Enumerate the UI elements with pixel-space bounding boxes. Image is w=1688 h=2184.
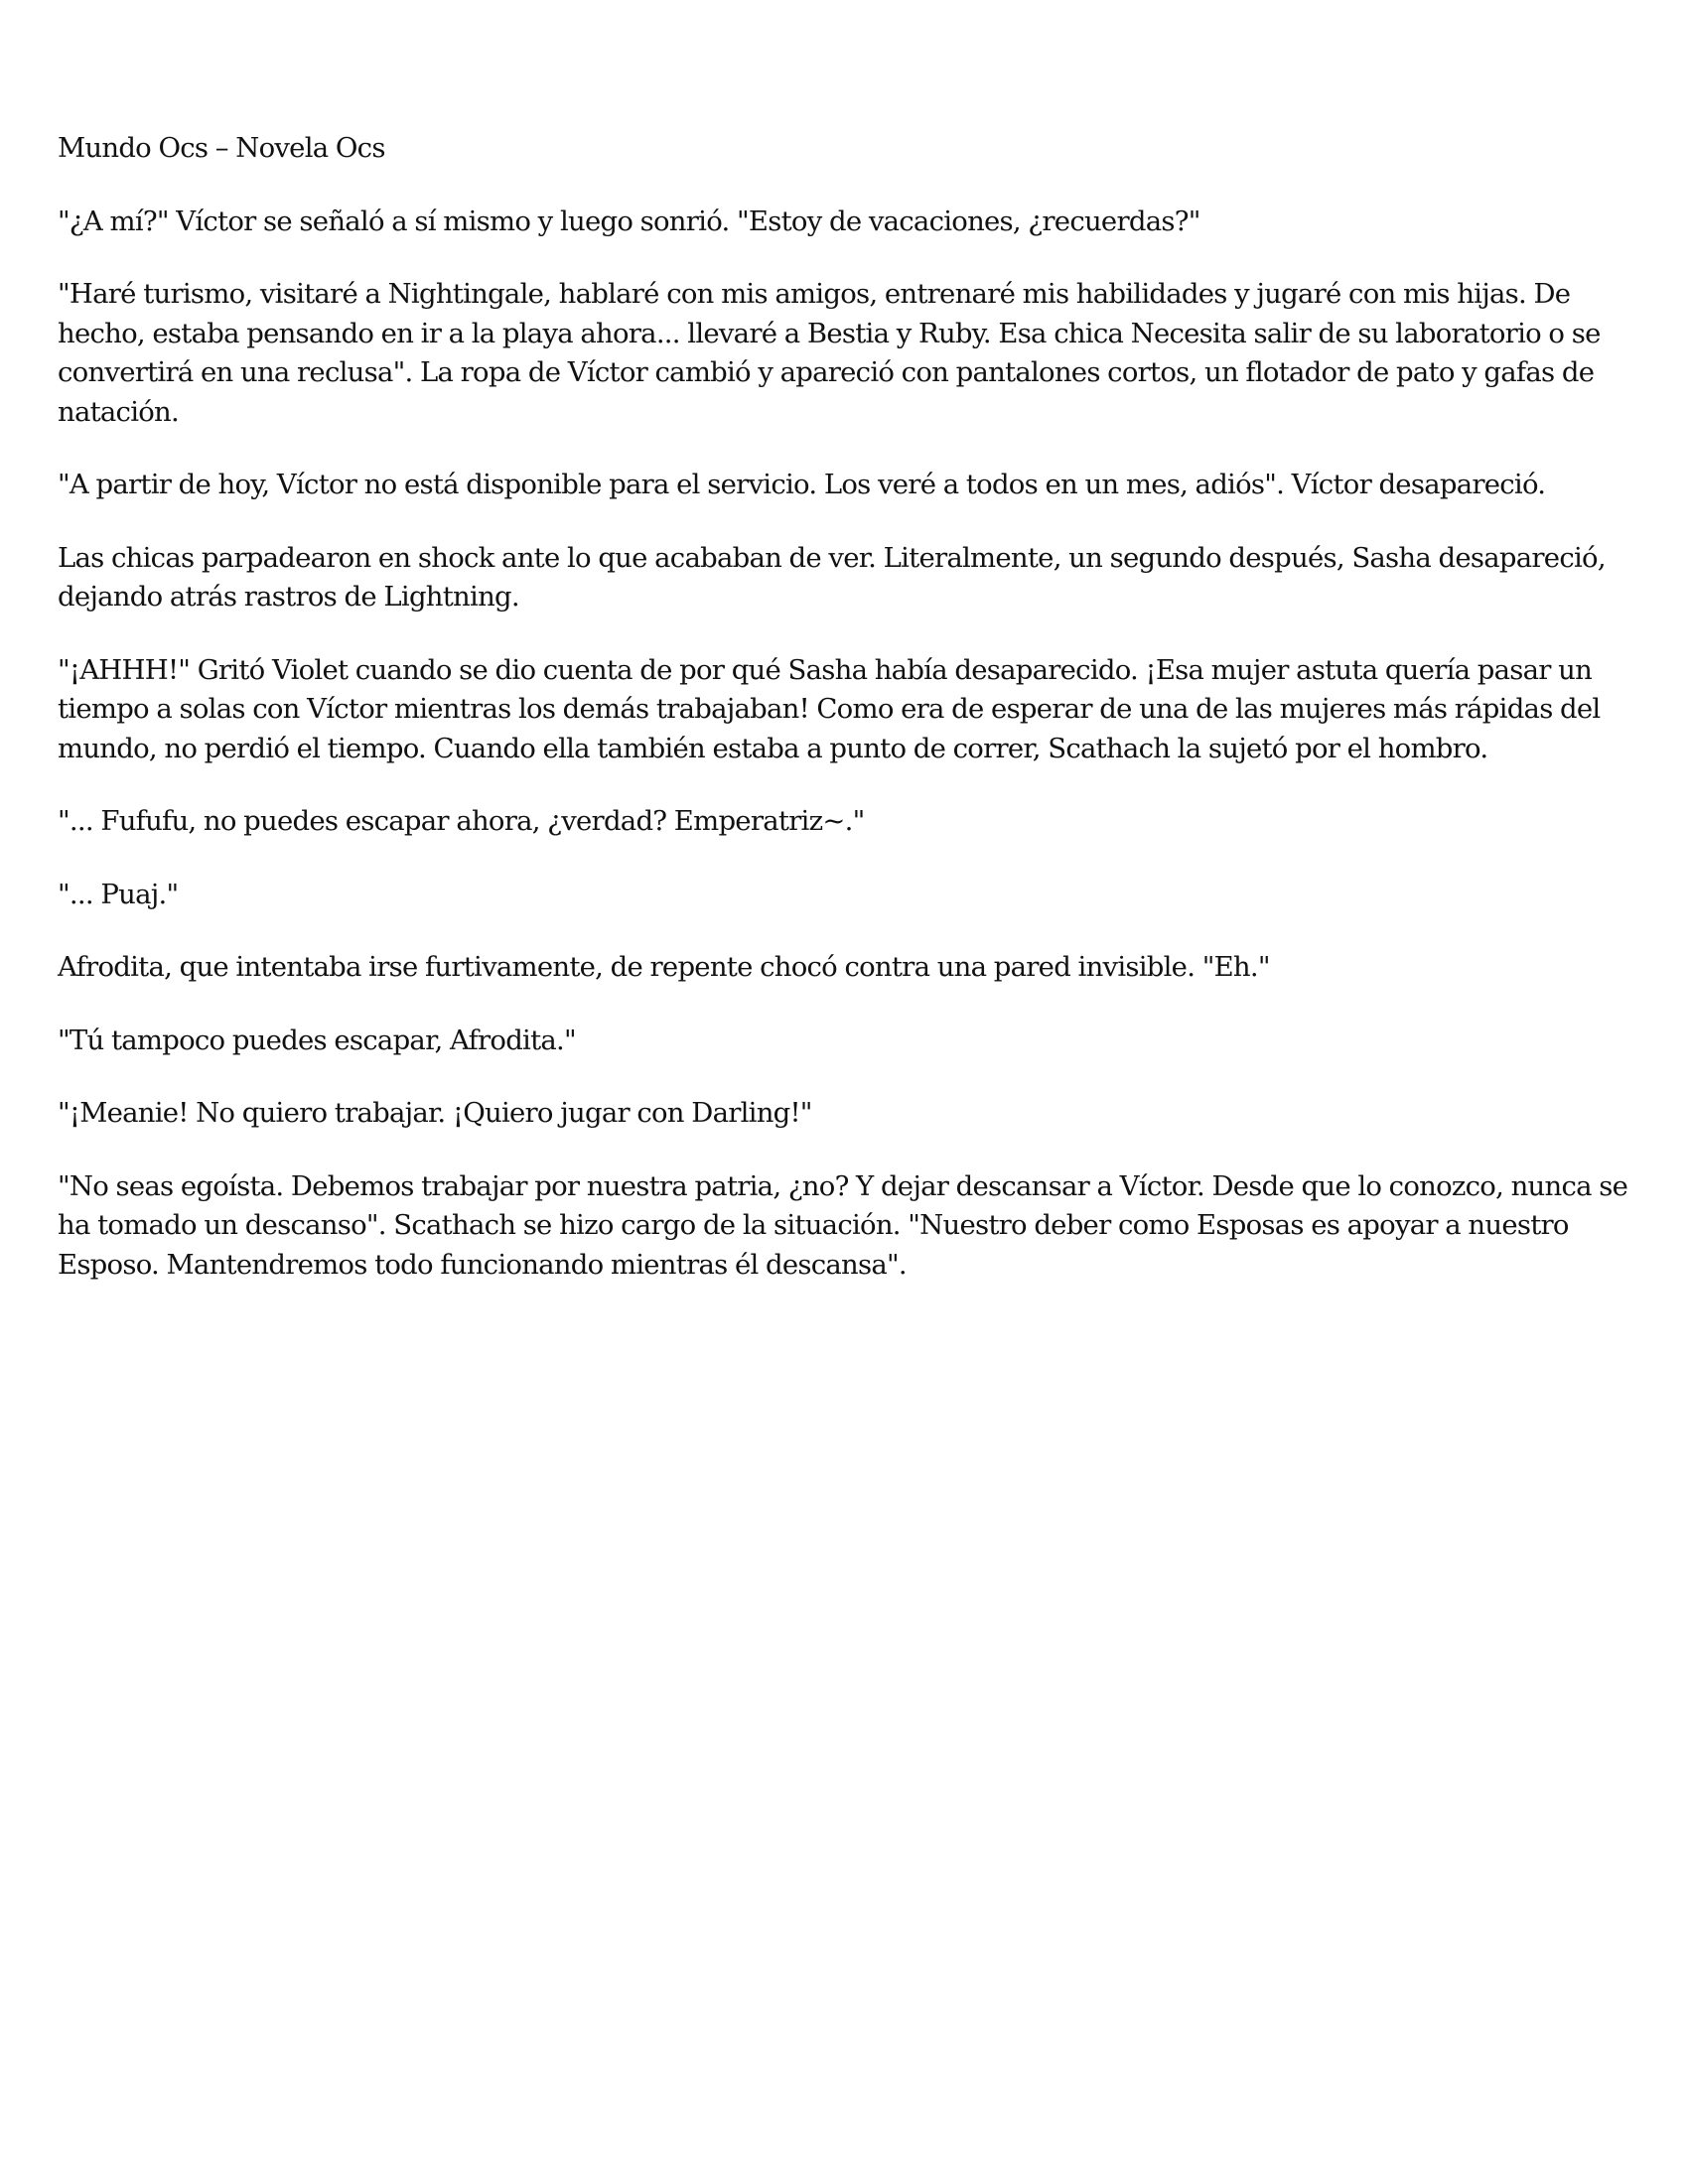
- paragraph-11: "No seas egoísta. Debemos trabajar por nuestra patria, ¿no? Y dejar descansar a Víctor. Desde que lo conozco, nunca se ha tomado un descanso". Scathach se hizo cargo de la situación. "Nuestro deber como Esposas es apoyar a nuestro Esposo. Mantendremos todo funcionando mientras él descansa".: [58, 1169, 1628, 1281]
- paragraph-6: "... Fufufu, no puedes escapar ahora, ¿verdad? Emperatriz~.": [58, 805, 865, 837]
- paragraph-8: Afrodita, que intentaba irse furtivamente, de repente chocó contra una pared invisible. "Eh.": [58, 951, 1270, 983]
- document-header: Mundo Ocs – Novela Ocs: [58, 132, 385, 164]
- paragraph-10: "¡Meanie! No quiero trabajar. ¡Quiero jugar con Darling!": [58, 1097, 812, 1129]
- document-page: [58, 129, 1646, 1318]
- paragraph-5: "¡AHHH!" Gritó Violet cuando se dio cuenta de por qué Sasha había desaparecido. ¡Esa mujer astuta quería pasar un tiempo a solas con Víctor mientras los demás trabajaban! Como era de esperar de una de las mujeres más rápidas del mundo, no perdió el tiempo. Cuando ella también estaba a punto de correr, Scathach la sujetó por el hombro.: [58, 653, 1601, 764]
- paragraph-4: Las chicas parpadearon en shock ante lo que acababan de ver. Literalmente, un segundo después, Sasha desapareció, dejando atrás rastros de Lightning.: [58, 541, 1606, 613]
- paragraph-9: "Tú tampoco puedes escapar, Afrodita.": [58, 1024, 576, 1056]
- paragraph-3: "A partir de hoy, Víctor no está disponible para el servicio. Los veré a todos en un mes, adiós". Víctor desapareció.: [58, 469, 1546, 500]
- paragraph-2: "Haré turismo, visitaré a Nightingale, hablaré con mis amigos, entrenaré mis habilidades y jugaré con mis hijas. De hecho, estaba pensando en ir a la playa ahora... llevaré a Bestia y Ruby. Esa chica Necesita salir de su laboratorio o se convertirá en una reclusa". La ropa de Víctor cambió y apareció con pantalones cortos, un flotador de pato y gafas de natación.: [58, 278, 1601, 428]
- paragraph-1: "¿A mí?" Víctor se señaló a sí mismo y luego sonrió. "Estoy de vacaciones, ¿recuerdas?": [58, 205, 1200, 237]
- paragraph-7: "... Puaj.": [58, 878, 179, 910]
